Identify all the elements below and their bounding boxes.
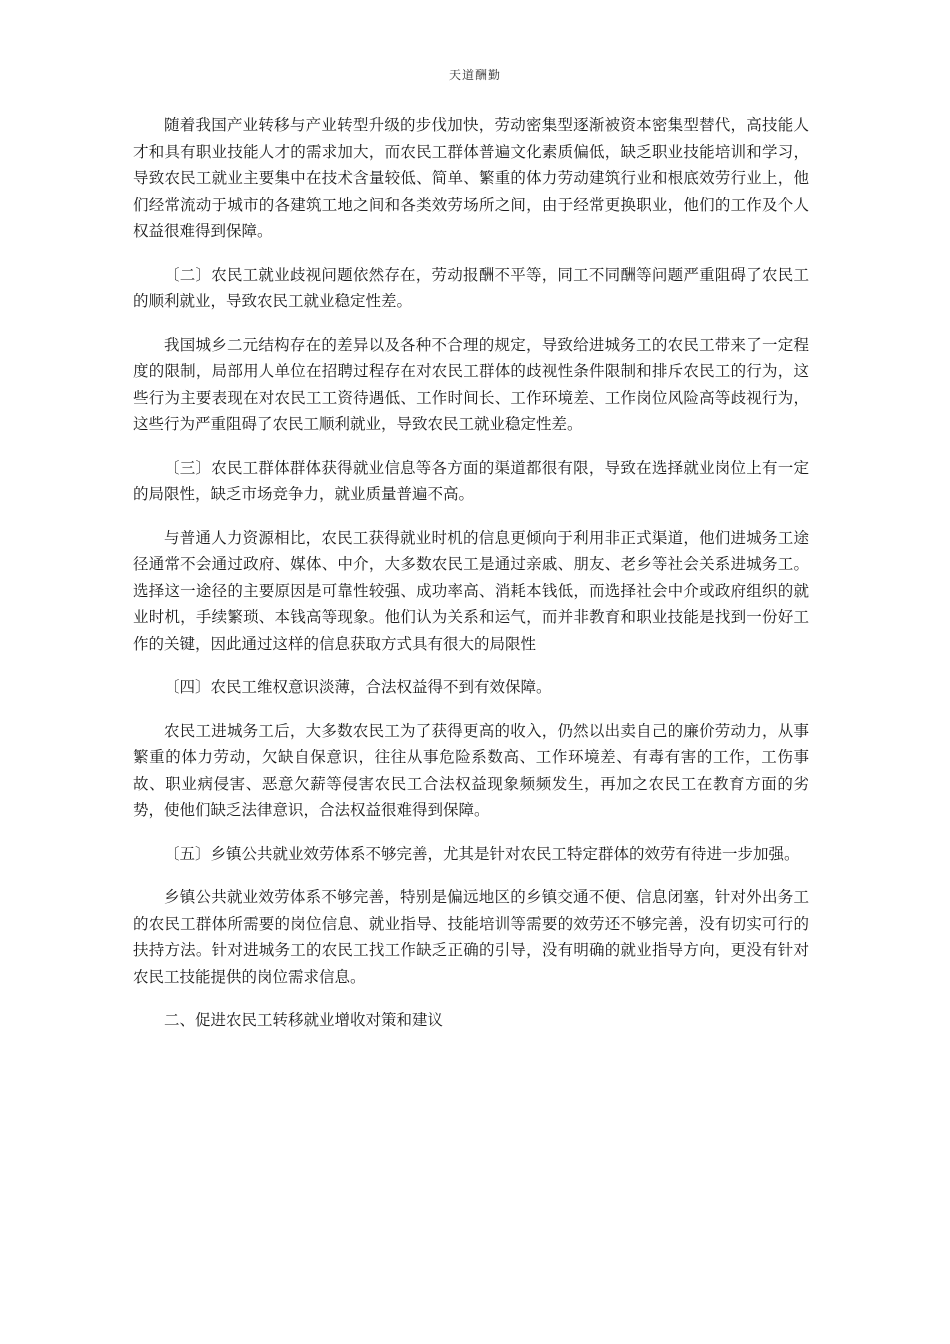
chapter-heading-2: 二、促进农民工转移就业增收对策和建议 [164, 1011, 444, 1029]
paragraph-3: 我国城乡二元结构存在的差异以及各种不合理的规定，导致给进城务工的农民工带来了一定程度的限制，局部用人单位在招聘过程存在对农民工群体的歧视性条件限制和排斥农民工的行为，这些行为主要表现在对农民工工资待遇低、工作时间长、工作环境差、工作岗位风险高等歧视行为，这些行为严重阻碍了农民工顺利就业，导致农民工就业稳定性差。 [133, 335, 809, 433]
section-heading-4: 〔四〕农民工维权意识淡薄，合法权益得不到有效保障。 [164, 678, 552, 696]
paragraph-5: 与普通人力资源相比，农民工获得就业时机的信息更倾向于利用非正式渠道，他们进城务工途径通常不会通过政府、媒体、中介，大多数农民工是通过亲戚、朋友、老乡等社会关系进城务工。选择这一途径的主要原因是可靠性较强、成功率高、消耗本钱低，而选择社会中介或政府组织的就业时机，手续繁琐、本钱高等现象。他们认为关系和运气，而并非教育和职业技能是找到一份好工作的关键，因此通过这样的信息获取方式具有很大的局限性 [133, 528, 809, 653]
page-header: 天道酬勤 [448, 68, 501, 82]
section-heading-2: 〔二〕农民工就业歧视问题依然存在，劳动报酬不平等，同工不同酬等问题严重阻碍了农民工的顺利就业，导致农民工就业稳定性差。 [133, 265, 809, 310]
paragraph-1: 随着我国产业转移与产业转型升级的步伐加快，劳动密集型逐渐被资本密集型替代，高技能人才和具有职业技能人才的需求加大，而农民工群体普遍文化素质偏低，缺乏职业技能培训和学习，导致农民工就业主要集中在技术含量较低、简单、繁重的体力劳动建筑行业和根底效劳行业上，他们经常流动于城市的各建筑工地之间和各类效劳场所之间，由于经常更换职业，他们的工作及个人权益很难得到保障。 [133, 116, 809, 240]
document-body [133, 112, 809, 1051]
paragraph-7: 农民工进城务工后，大多数农民工为了获得更高的收入，仍然以出卖自己的廉价劳动力，从事繁重的体力劳动，欠缺自保意识，往往从事危险系数高、工作环境差、有毒有害的工作，工伤事故、职业病侵害、恶意欠薪等侵害农民工合法权益现象频频发生，再加之农民工在教育方面的劣势，使他们缺乏法律意识，合法权益很难得到保障。 [133, 721, 809, 819]
paragraph-9: 乡镇公共就业效劳体系不够完善，特别是偏远地区的乡镇交通不便、信息闭塞，针对外出务工的农民工群体所需要的岗位信息、就业指导、技能培训等需要的效劳还不够完善，没有切实可行的扶持方法。针对进城务工的农民工找工作缺乏正确的引导，没有明确的就业指导方向，更没有针对农民工技能提供的岗位需求信息。 [133, 888, 809, 986]
section-heading-3: 〔三〕农民工群体群体获得就业信息等各方面的渠道都很有限，导致在选择就业岗位上有一定的局限性，缺乏市场竞争力，就业质量普遍不高。 [133, 458, 809, 503]
section-heading-5: 〔五〕乡镇公共就业效劳体系不够完善，尤其是针对农民工特定群体的效劳有待进一步加强。 [164, 844, 800, 863]
